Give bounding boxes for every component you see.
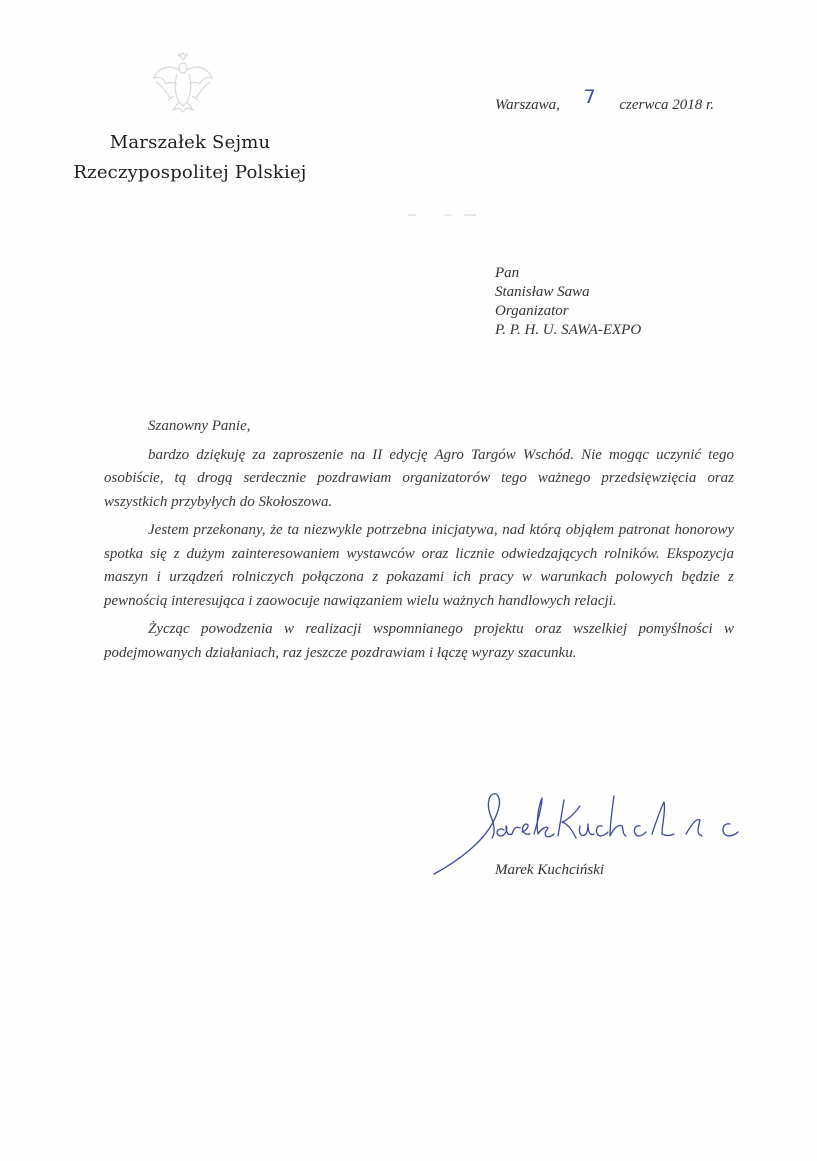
salutation: Szanowny Panie, bbox=[148, 418, 251, 434]
recipient-name: Stanisław Sawa bbox=[495, 284, 590, 300]
scan-mark bbox=[408, 212, 478, 218]
issuer-country: Rzeczypospolitej Polskiej bbox=[73, 162, 307, 183]
date-day-handwritten: 7 bbox=[583, 86, 596, 108]
issuer-block bbox=[70, 128, 310, 188]
signer-name: Marek Kuchciński bbox=[495, 862, 604, 878]
paragraph-2: Jestem przekonany, że ta niezwykle potrzebna inicjatywa, nad którą objąłem patronat honorowy spotka się z dużym zainteresowaniem wystawców oraz licznie odwiedzających rolników. Ekspozycja maszyn i urządzeń rolniczych połączona z pokazami ich pracy w warunkach polowych będzie z pewnością interesująca i zaowocuje nawiązaniem wielu ważnych handlowych relacji. bbox=[104, 522, 734, 609]
recipient-block bbox=[495, 264, 641, 340]
date-place: Warszawa, bbox=[495, 97, 560, 113]
recipient-role: Organizator bbox=[495, 303, 569, 319]
paragraph-3: Życząc powodzenia w realizacji wspomnianego projektu oraz wszelkiej pomyślności w podejmowanych działaniach, raz jeszcze pozdrawiam i łączę wyrazy szacunku. bbox=[104, 621, 734, 661]
eagle-emblem-icon bbox=[150, 52, 216, 114]
recipient-title: Pan bbox=[495, 265, 520, 281]
letter-body bbox=[104, 415, 734, 670]
recipient-company: P. P. H. U. SAWA-EXPO bbox=[495, 322, 642, 338]
issuer-title: Marszałek Sejmu bbox=[109, 132, 271, 153]
date-line bbox=[495, 86, 714, 114]
paragraph-1: bardzo dziękuję za zaproszenie na II edycję Agro Targów Wschód. Nie mogąc uczynić tego osobiście, tą drogą serdecznie pozdrawiam organizatorów tego ważnego przedsięwzięcia oraz wszystkich przybyłych do Skołoszowa. bbox=[104, 446, 734, 510]
date-month-year: czerwca 2018 r. bbox=[619, 97, 714, 113]
